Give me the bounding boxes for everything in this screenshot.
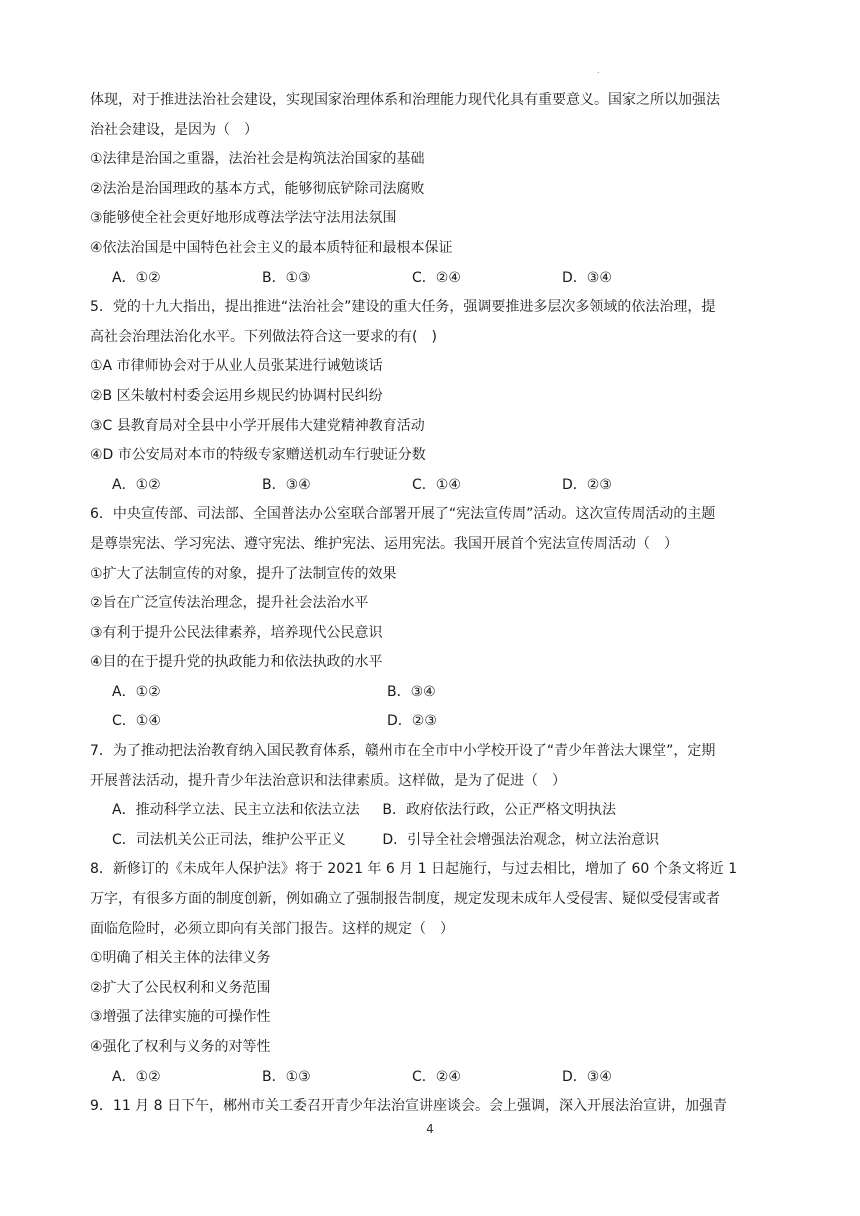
- answer-options: [90, 826, 780, 856]
- option-d: D．②③: [562, 476, 612, 493]
- option-d: D．③④: [562, 1068, 612, 1085]
- statement-item: ④依法治国是中国特色社会主义的最本质特征和最根本保证: [90, 239, 453, 256]
- option-c: C．②④: [412, 1068, 461, 1085]
- statement-item: ②法治是治国理政的基本方式，能够彻底铲除司法腐败: [90, 180, 425, 197]
- option-b: B．①③: [262, 1068, 311, 1085]
- question-stem-line: 体现，对于推进法治社会建设，实现国家治理体系和治理能力现代化具有重要意义。国家之所以加强法: [90, 92, 720, 108]
- answer-options: [90, 707, 780, 737]
- question-stem-line: 万字，有很多方面的制度创新，例如确立了强制报告制度，规定发现未成年人受侵害、疑似受侵害或者: [90, 891, 720, 908]
- question-7: [90, 737, 780, 855]
- statement-item: ②扩大了公民权利和义务范围: [90, 979, 271, 996]
- page-number: 4: [426, 1122, 434, 1136]
- option-b: B．③④: [262, 476, 311, 493]
- question-stem-line: 9．11 月 8 日下午，郴州市关工委召开青少年法治宣讲座谈会。会上强调，深入开展法治宣讲，加强青: [90, 1098, 727, 1115]
- answer-options: [90, 1063, 780, 1093]
- question-6: [90, 500, 780, 737]
- question-stem-line: 高社会治理法治化水平。下列做法符合这一要求的有( ): [90, 328, 437, 345]
- answer-options: [90, 471, 780, 501]
- statement-item: ②旨在广泛宣传法治理念，提升社会法治水平: [90, 595, 369, 612]
- option-b: B．①③: [262, 269, 311, 286]
- option-b: B．政府依法行政，公正严格文明执法: [382, 802, 616, 819]
- question-stem-line: 6．中央宣传部、司法部、全国普法办公室联合部署开展了“宪法宣传周”活动。这次宣传周活动的主题: [90, 506, 716, 523]
- answer-options: [90, 264, 780, 294]
- option-c: C．①④: [112, 713, 161, 730]
- option-a: A．①②: [112, 1068, 161, 1085]
- statement-item: ④目的在于提升党的执政能力和依法执政的水平: [90, 654, 383, 671]
- option-c: C．①④: [412, 476, 461, 493]
- statement-item: ①扩大了法制宣传的对象，提升了法制宣传的效果: [90, 565, 397, 582]
- question-stem-line: 面临危险时，必须立即向有关部门报告。这样的规定（ ）: [90, 920, 454, 937]
- option-d: D．引导全社会增强法治观念，树立法治意识: [382, 831, 660, 848]
- statement-item: ①A 市律师协会对于从业人员张某进行诫勉谈话: [90, 358, 383, 375]
- statement-item: ④D 市公安局对本市的特级专家赠送机动车行驶证分数: [90, 447, 426, 464]
- page-content: [90, 86, 780, 1122]
- statement-item: ④强化了权利与义务的对等性: [90, 1039, 271, 1055]
- statement-item: ①明确了相关主体的法律义务: [90, 950, 271, 967]
- question-9: [90, 1092, 780, 1122]
- question-stem-line: 开展普法活动，提升青少年法治意识和法律素质。这样做，是为了促进（ ）: [90, 772, 566, 789]
- top-mark: .: [597, 66, 600, 75]
- question-8: [90, 855, 780, 1092]
- option-b: B．③④: [387, 683, 436, 700]
- option-c: C．②④: [412, 269, 461, 286]
- statement-item: ③能够使全社会更好地形成尊法学法守法用法氛围: [90, 210, 397, 227]
- question-4: [90, 86, 780, 293]
- option-a: A．①②: [112, 476, 161, 493]
- question-5: [90, 293, 780, 500]
- question-stem-line: 5．党的十九大指出，提出推进“法治社会”建设的重大任务，强调要推进多层次多领域的依法治理，提: [90, 299, 716, 316]
- question-stem-line: 7．为了推动把法治教育纳入国民教育体系，赣州市在全市中小学校开设了“青少年普法大课堂”，定期: [90, 743, 716, 760]
- question-stem-line: 是尊崇宪法、学习宪法、遵守宪法、维护宪法、运用宪法。我国开展首个宪法宣传周活动（ ）: [90, 535, 678, 552]
- option-d: D．②③: [387, 713, 437, 730]
- question-stem-line: 治社会建设，是因为（ ）: [90, 121, 258, 138]
- statement-item: ②B 区朱敏村村委会运用乡规民约协调村民纠纷: [90, 387, 383, 404]
- statement-item: ①法律是治国之重器，法治社会是构筑法治国家的基础: [90, 151, 425, 168]
- answer-options: [90, 678, 780, 708]
- question-stem-line: 8．新修订的《未成年人保护法》将于 2021 年 6 月 1 日起施行，与过去相比，增加了 60 个条文将近 1: [90, 861, 738, 878]
- option-d: D．③④: [562, 269, 612, 286]
- answer-options: [90, 796, 780, 826]
- option-a: A．推动科学立法、民主立法和依法立法: [112, 802, 360, 819]
- option-a: A．①②: [112, 683, 161, 700]
- statement-item: ③增强了法律实施的可操作性: [90, 1009, 271, 1026]
- statement-item: ③C 县教育局对全县中小学开展伟大建党精神教育活动: [90, 417, 425, 434]
- statement-item: ③有利于提升公民法律素养，培养现代公民意识: [90, 624, 383, 641]
- option-a: A．①②: [112, 269, 161, 286]
- option-c: C．司法机关公正司法，维护公平正义: [112, 831, 346, 848]
